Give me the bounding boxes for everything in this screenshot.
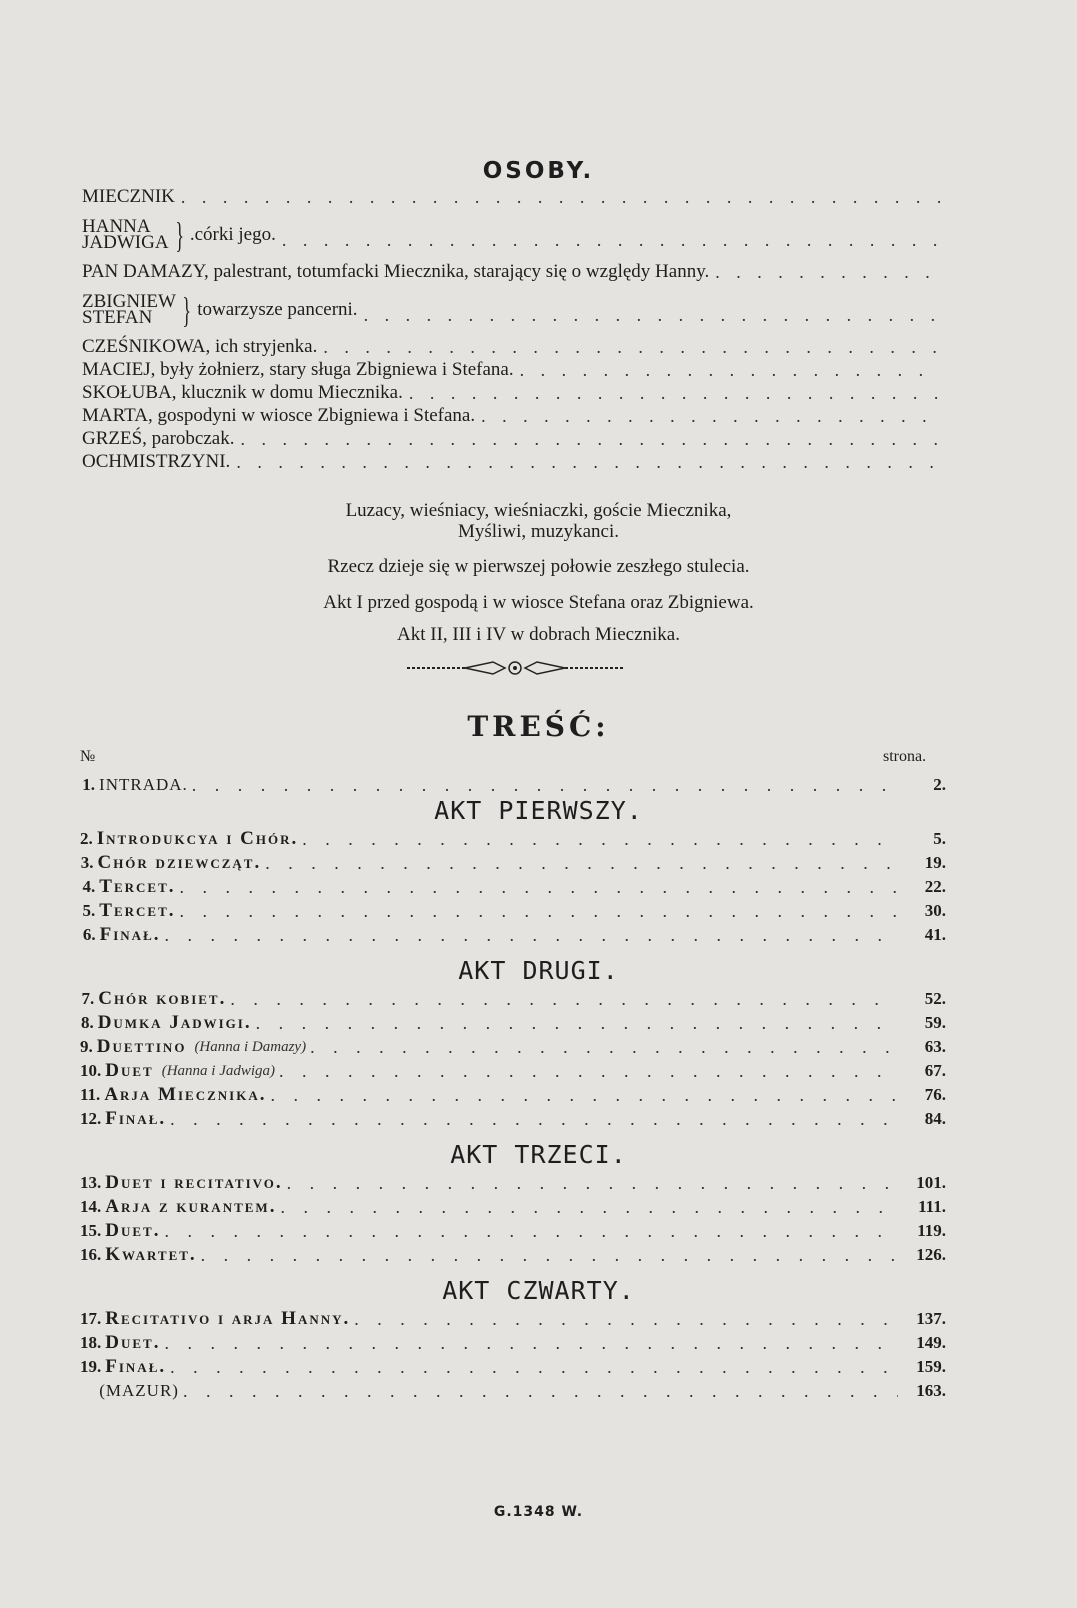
entry-page: 101.	[916, 1173, 946, 1192]
entry-number: 19.	[80, 1357, 102, 1376]
dot-leader	[302, 828, 898, 850]
dot-leader	[279, 1060, 898, 1082]
page-title: OSOBY.	[482, 158, 595, 184]
entry-page: 59.	[924, 1013, 946, 1032]
act1-note: Akt I przed gospodą i w wiosce Stefana oraz Zbigniewa.	[323, 592, 754, 613]
entry-title: Duet.	[105, 1332, 161, 1353]
person-name-jadwiga: JADWIGA	[82, 232, 169, 253]
brace-icon: }	[174, 215, 184, 255]
act-heading-2: AKT DRUGI.	[458, 956, 619, 985]
toc-heading: TREŚĆ:	[467, 710, 610, 743]
person-name: SKOŁUBA, klucznik w domu Miecznika.	[82, 382, 403, 403]
person-skoluba	[82, 382, 944, 404]
person-name-zbigniew: ZBIGNIEW	[82, 291, 176, 312]
extras-line-1: Luzacy, wieśniacy, wieśniaczki, goście Miecznika,	[345, 500, 732, 521]
entry-title: Chór dziewcząt.	[97, 852, 262, 873]
entry-number: 13.	[80, 1173, 102, 1192]
toc-entry	[80, 1330, 946, 1354]
toc-entry	[80, 874, 946, 898]
dot-leader	[270, 1084, 898, 1106]
toc-entry	[80, 922, 946, 946]
dot-leader	[265, 852, 898, 874]
dot-leader	[201, 1244, 898, 1266]
toc-entry	[80, 1106, 946, 1130]
entry-title: Arja z kurantem.	[105, 1196, 277, 1217]
person-name: PAN DAMAZY, palestrant, totumfacki Miecznika, starający się o względy Hanny.	[82, 261, 710, 282]
toc-entry	[80, 1058, 946, 1082]
entry-number: 11.	[80, 1085, 101, 1104]
entry-number: 7.	[81, 989, 95, 1008]
person-marta	[82, 405, 944, 427]
dot-leader	[481, 405, 940, 427]
entry-number: 17.	[80, 1309, 102, 1328]
dot-leader	[170, 1108, 898, 1130]
person-name-hanna: HANNA	[82, 216, 151, 237]
entry-page: 41.	[924, 925, 946, 944]
toc-entry	[80, 1242, 946, 1266]
entry-title: Tercet.	[99, 900, 176, 921]
entry-title: Tercet.	[99, 876, 176, 897]
entry-number: 18.	[80, 1333, 102, 1352]
entry-number: 8.	[80, 1013, 94, 1032]
entry-title: Duet.	[105, 1220, 161, 1241]
dot-leader	[409, 382, 940, 404]
person-desc: .córki jego.	[189, 224, 276, 245]
printer-imprint: G.1348 W.	[493, 1504, 584, 1520]
entry-number: 16.	[80, 1245, 102, 1264]
entry-title: Dumka Jadwigi.	[97, 1012, 252, 1033]
toc-entry	[80, 1170, 946, 1194]
dot-leader	[180, 876, 898, 898]
act-heading-4: AKT CZWARTY.	[442, 1276, 635, 1305]
act-heading-1: AKT PIERWSZY.	[434, 796, 643, 825]
toc-entry	[80, 1218, 946, 1242]
entry-title: Finał.	[105, 1356, 167, 1377]
entry-page: 63.	[924, 1037, 946, 1056]
entry-title: Duet	[105, 1060, 154, 1081]
entry-page: 30.	[924, 901, 946, 920]
dot-leader	[164, 1220, 898, 1242]
dot-leader	[256, 1012, 898, 1034]
person-name: CZEŚNIKOWA, ich stryjenka.	[82, 336, 318, 357]
dot-leader	[230, 988, 898, 1010]
ornament-divider-icon	[405, 658, 625, 678]
person-maciej	[82, 359, 944, 381]
entry-title: Finał.	[99, 924, 161, 945]
entry-subtitle: (Hanna i Jadwiga)	[161, 1063, 276, 1079]
toc-entry	[80, 826, 946, 850]
toc-column-page: strona.	[883, 748, 927, 765]
toc-entry	[80, 1082, 946, 1106]
entry-title: Kwartet.	[105, 1244, 197, 1265]
toc-entry	[80, 986, 946, 1010]
dot-leader	[310, 1036, 898, 1058]
entry-number: 12.	[80, 1109, 102, 1128]
person-name: GRZEŚ, parobczak.	[82, 428, 235, 449]
dot-leader	[520, 359, 940, 381]
entry-title: Arja Miecznika.	[104, 1084, 267, 1105]
toc-entry	[80, 1354, 946, 1378]
entry-number: 15.	[80, 1221, 102, 1240]
entry-number: 9.	[80, 1037, 93, 1056]
entry-page: 67.	[924, 1061, 946, 1080]
entry-page: 76.	[924, 1085, 946, 1104]
person-ochmistrzyni	[82, 451, 944, 473]
dot-leader	[192, 774, 898, 796]
toc-entry	[80, 1010, 946, 1034]
dot-leader	[354, 1308, 898, 1330]
dot-leader	[183, 1380, 898, 1402]
dot-leader	[165, 924, 899, 946]
person-cze-nikowa	[82, 336, 944, 358]
entry-page: 22.	[924, 877, 946, 896]
person-name: MIECZNIK	[82, 186, 175, 207]
entry-number: 1.	[82, 775, 96, 794]
entry-number: 10.	[80, 1061, 102, 1080]
person-miecznik	[82, 186, 944, 208]
entry-page: 159.	[916, 1357, 946, 1376]
entry-title: Introdukcya i Chór.	[96, 828, 299, 849]
dot-leader	[287, 1172, 898, 1194]
entry-number: 14.	[80, 1197, 102, 1216]
name-stack	[82, 216, 169, 253]
toc-entry	[80, 1306, 946, 1330]
brace-icon: }	[182, 290, 191, 330]
brace-group	[82, 215, 276, 255]
dot-leader	[240, 428, 940, 450]
entry-title: (MAZUR)	[99, 1381, 179, 1400]
dot-leader	[236, 451, 940, 473]
entry-page: 126.	[916, 1245, 946, 1264]
entry-page: 5.	[933, 829, 946, 848]
dot-leader	[323, 336, 940, 358]
entry-page: 52.	[924, 989, 946, 1008]
brace-group	[82, 290, 358, 330]
toc-entry	[80, 1034, 946, 1058]
entry-title: Recitativo i arja Hanny.	[105, 1308, 351, 1329]
toc-entry	[80, 1378, 946, 1402]
person-damazy	[82, 261, 944, 283]
dot-leader	[715, 261, 940, 283]
entry-number: 4.	[82, 877, 96, 896]
entry-number: 5.	[82, 901, 96, 920]
dot-leader	[364, 304, 940, 326]
dot-leader	[170, 1356, 898, 1378]
name-stack	[82, 291, 176, 328]
entry-page: 163.	[916, 1381, 946, 1400]
dot-leader	[280, 1196, 898, 1218]
entry-number: 6.	[82, 925, 96, 944]
entry-page: 111.	[918, 1197, 946, 1216]
person-towarzysze	[82, 290, 944, 330]
person-corki	[82, 215, 944, 255]
entry-page: 137.	[916, 1309, 946, 1328]
entry-title: Chór kobiet.	[98, 988, 227, 1009]
entry-title: Finał.	[105, 1108, 167, 1129]
dot-leader	[180, 900, 898, 922]
person-desc: towarzysze pancerni.	[197, 299, 358, 320]
entry-page: 2.	[933, 775, 946, 794]
toc-entry	[80, 850, 946, 874]
toc-column-number: №	[80, 748, 96, 765]
person-name-stefan: STEFAN	[82, 307, 153, 328]
person-name: OCHMISTRZYNI.	[82, 451, 231, 472]
act-heading-3: AKT TRZECI.	[450, 1140, 627, 1169]
dot-leader	[282, 229, 940, 251]
toc-entry	[80, 1194, 946, 1218]
dot-leader	[181, 186, 940, 208]
entry-number: 2.	[80, 829, 93, 848]
entry-page: 119.	[917, 1221, 946, 1240]
person-name: MACIEJ, były żołnierz, stary sługa Zbigniewa i Stefana.	[82, 359, 514, 380]
setting-note: Rzecz dzieje się w pierwszej połowie zeszłego stulecia.	[327, 556, 750, 577]
entry-number: 3.	[80, 853, 94, 872]
dot-leader	[164, 1332, 898, 1354]
acts-rest-note: Akt II, III i IV w dobrach Miecznika.	[397, 624, 680, 645]
entry-subtitle: (Hanna i Damazy)	[194, 1039, 307, 1055]
toc-entry	[80, 898, 946, 922]
person-name: MARTA, gospodyni w wiosce Zbigniewa i Stefana.	[82, 405, 476, 426]
entry-page: 19.	[924, 853, 946, 872]
entry-page: 84.	[924, 1109, 946, 1128]
entry-title: Duettino	[96, 1036, 187, 1057]
person-grzes	[82, 428, 944, 450]
entry-title: Duet i recitativo.	[105, 1172, 283, 1193]
toc-entry	[80, 772, 946, 796]
entry-title: INTRADA.	[99, 775, 188, 794]
entry-page: 149.	[916, 1333, 946, 1352]
extras-line-2: Myśliwi, muzykanci.	[458, 521, 619, 542]
